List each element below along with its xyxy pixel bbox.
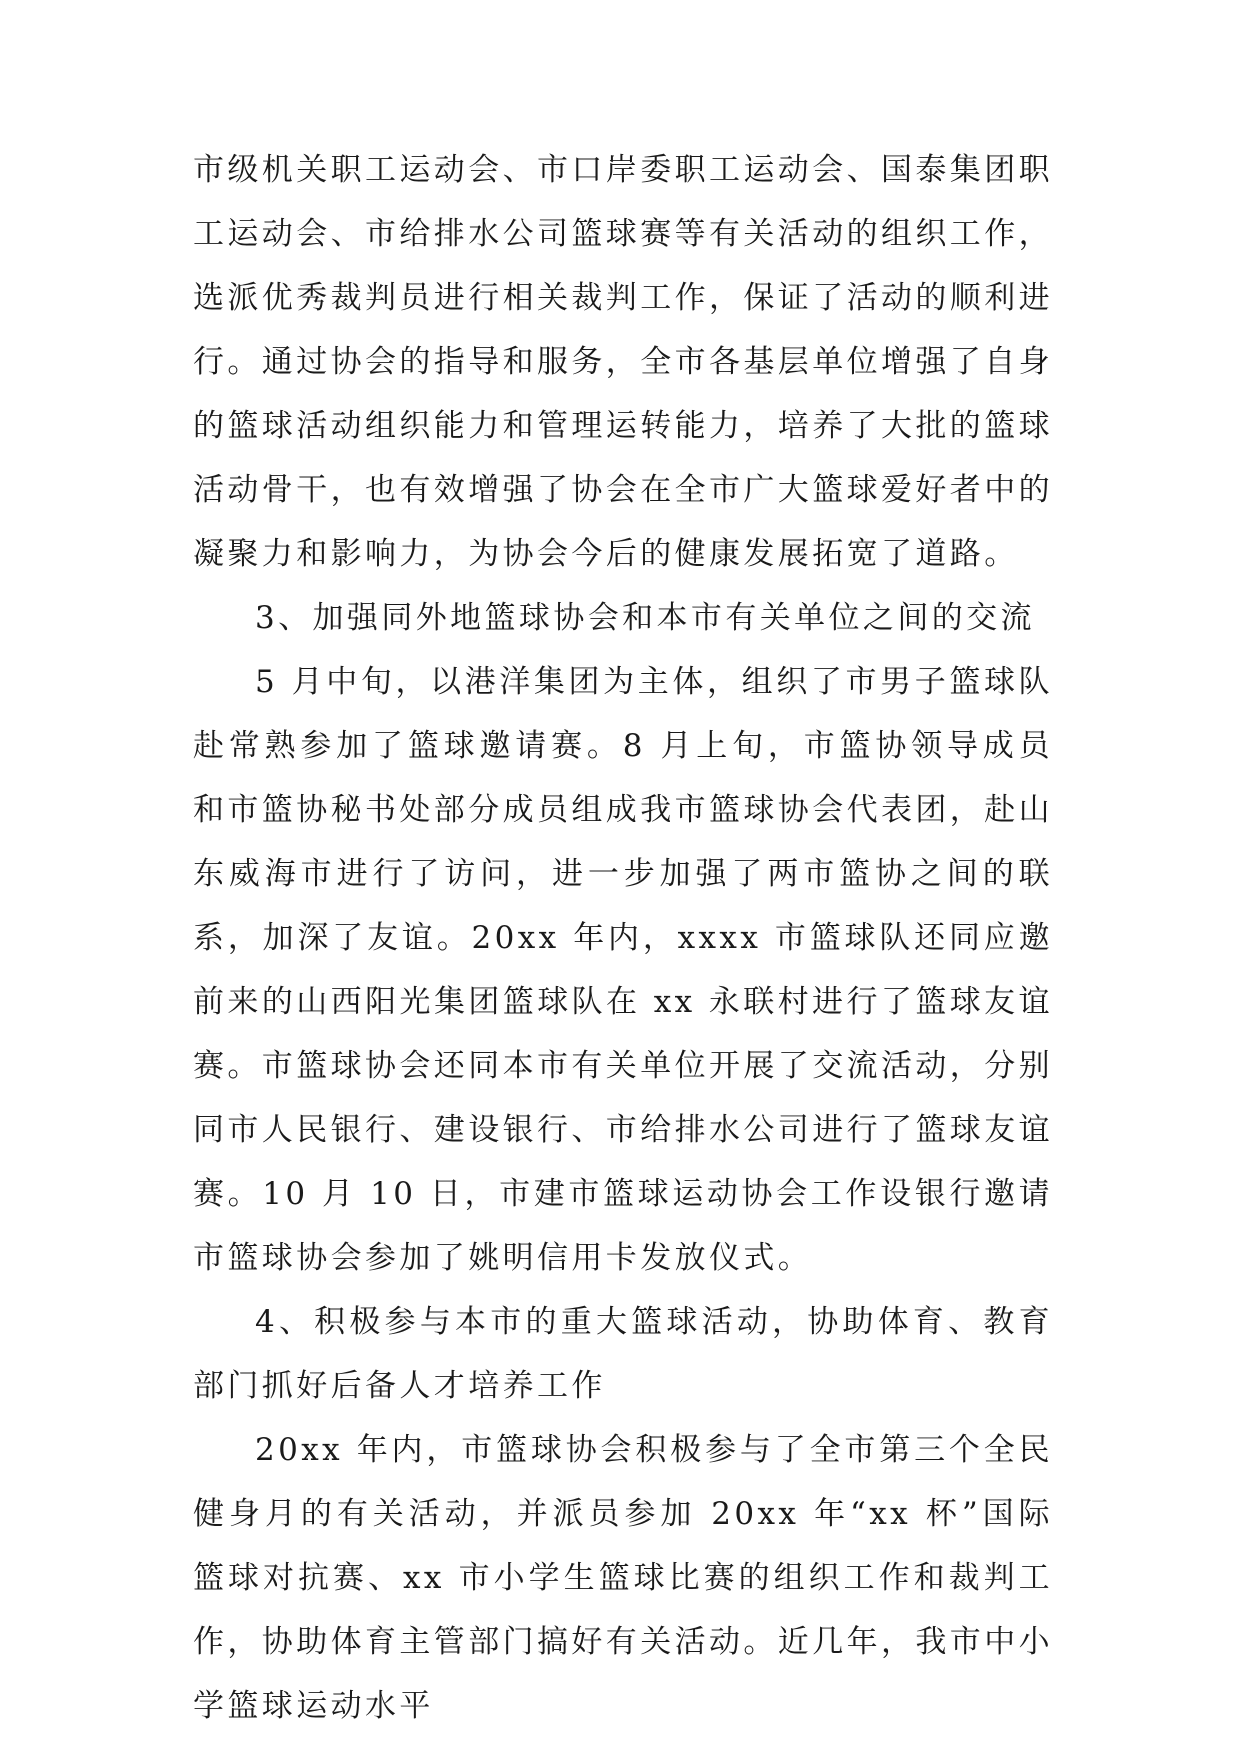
paragraph-exchange: 5 月中旬，以港洋集团为主体，组织了市男子篮球队赴常熟参加了篮球邀请赛。8 月上旬，市篮协领导成员和市篮协秘书处部分成员组成我市篮球协会代表团，赴山东威海市进行了访问，进一步加强了两市篮协之间的联系，加深了友谊。20xx 年内，xxxx 市篮球队还同应邀前来的山西阳光集团篮球队在 xx 永联村进行了篮球友谊赛。市篮球协会还同本市有关单位开展了交流活动，分别同市人民银行、建设银行、市给排水公司进行了篮球友谊赛。10 月 10 日，市建市篮球运动协会工作设银行邀请市篮球协会参加了姚明信用卡发放仪式。 <box>193 664 1053 1276</box>
section-heading-4: 4、积极参与本市的重大篮球活动，协助体育、教育部门抓好后备人才培养工作 <box>193 1304 1053 1404</box>
section-heading-3: 3、加强同外地篮球协会和本市有关单位之间的交流 <box>255 600 1035 636</box>
paragraph-continuation: 市级机关职工运动会、市口岸委职工运动会、国泰集团职工运动会、市给排水公司篮球赛等有关活动的组织工作，选派优秀裁判员进行相关裁判工作，保证了活动的顺利进行。通过协会的指导和服务，全市各基层单位增强了自身的篮球活动组织能力和管理运转能力，培养了大批的篮球活动骨干，也有效增强了协会在全市广大篮球爱好者中的凝聚力和影响力，为协会今后的健康发展拓宽了道路。 <box>193 152 1053 572</box>
document-page <box>193 138 1053 1738</box>
paragraph-activities: 20xx 年内，市篮球协会积极参与了全市第三个全民健身月的有关活动，并派员参加 20xx 年“xx 杯”国际篮球对抗赛、xx 市小学生篮球比赛的组织工作和裁判工作，协助体育主管部门搞好有关活动。近几年，我市中小学篮球运动水平 <box>193 1432 1053 1724</box>
